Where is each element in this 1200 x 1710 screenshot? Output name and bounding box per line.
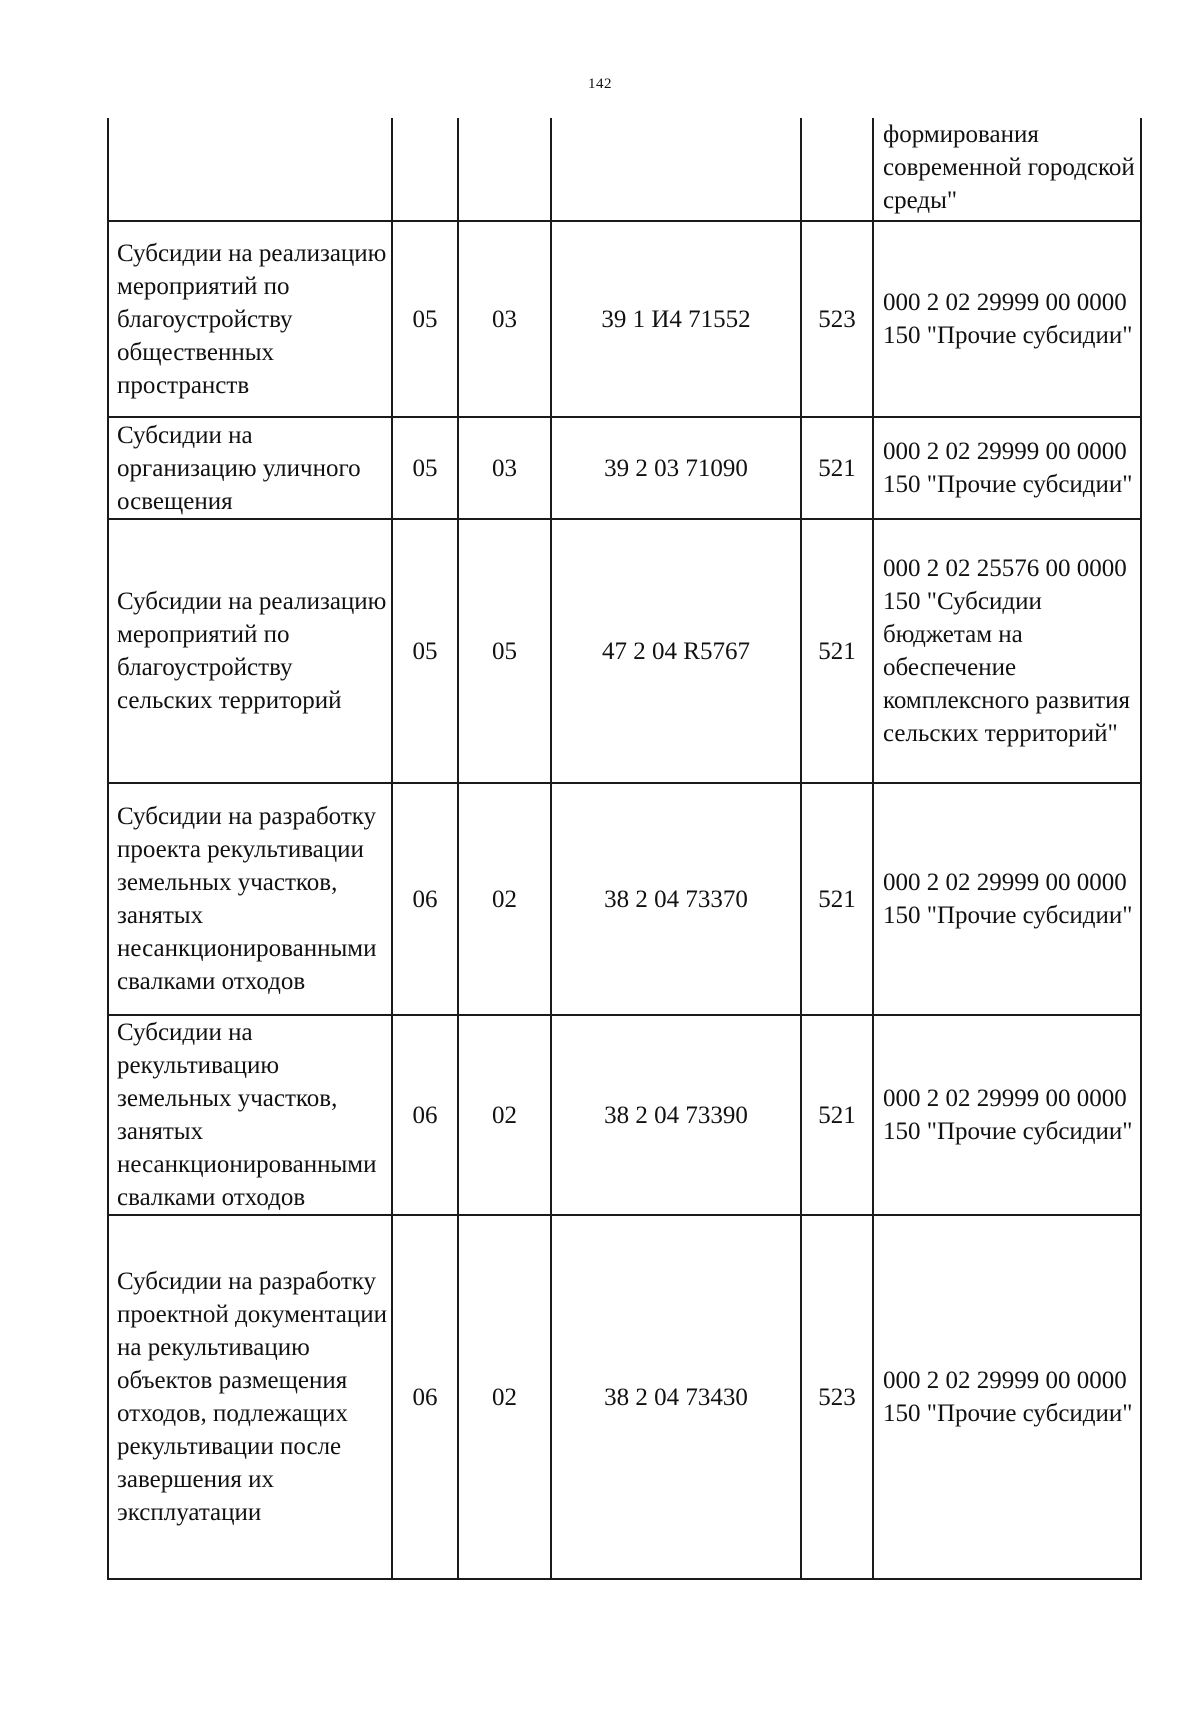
table-row: [108, 783, 1141, 1015]
subsection-code-cell: 02: [458, 783, 551, 1015]
section-code-cell: [392, 118, 458, 221]
subsidy-name-cell: Субсидии на рекультивацию земельных участков, занятых несанкционированными свалками отходов: [108, 1015, 392, 1215]
subsidy-name-cell: Субсидии на реализацию мероприятий по благоустройству общественных пространств: [108, 221, 392, 417]
subsidy-name-cell: Субсидии на организацию уличного освещения: [108, 417, 392, 519]
expense-type-cell: 521: [801, 783, 873, 1015]
expense-type-cell: 523: [801, 221, 873, 417]
target-article-cell: 38 2 04 73390: [551, 1015, 801, 1215]
section-code-cell: 05: [392, 221, 458, 417]
table-row: [108, 1015, 1141, 1215]
expense-type-cell: 521: [801, 1015, 873, 1215]
subsidy-name-cell: Субсидии на разработку проектной документации на рекультивацию объектов размещения отходов, подлежащих рекультивации после завершения их эксплуатации: [108, 1215, 392, 1579]
section-code-cell: 06: [392, 1015, 458, 1215]
revenue-code-cell: 000 2 02 29999 00 0000 150 "Прочие субсидии": [873, 417, 1141, 519]
section-code-cell: 05: [392, 417, 458, 519]
expense-type-cell: 521: [801, 417, 873, 519]
target-article-cell: 39 1 И4 71552: [551, 221, 801, 417]
section-code-cell: 05: [392, 519, 458, 783]
page-number: 142: [588, 76, 612, 92]
target-article-cell: 38 2 04 73370: [551, 783, 801, 1015]
table-row: [108, 1215, 1141, 1579]
table-row: [108, 221, 1141, 417]
target-article-cell: 39 2 03 71090: [551, 417, 801, 519]
revenue-code-cell: 000 2 02 29999 00 0000 150 "Прочие субсидии": [873, 783, 1141, 1015]
section-code-cell: 06: [392, 1215, 458, 1579]
subsection-code-cell: 02: [458, 1015, 551, 1215]
table-row: [108, 118, 1141, 221]
subsection-code-cell: 03: [458, 221, 551, 417]
section-code-cell: 06: [392, 783, 458, 1015]
table-row: [108, 417, 1141, 519]
subsection-code-cell: [458, 118, 551, 221]
expense-type-cell: 521: [801, 519, 873, 783]
revenue-code-cell: формирования современной городской среды": [873, 118, 1141, 221]
subsidy-name-cell: Субсидии на разработку проекта рекультивации земельных участков, занятых несанкционированными свалками отходов: [108, 783, 392, 1015]
revenue-code-cell: 000 2 02 29999 00 0000 150 "Прочие субсидии": [873, 221, 1141, 417]
target-article-cell: 47 2 04 R5767: [551, 519, 801, 783]
target-article-cell: [551, 118, 801, 221]
revenue-code-cell: 000 2 02 29999 00 0000 150 "Прочие субсидии": [873, 1015, 1141, 1215]
subsidy-name-cell: [108, 118, 392, 221]
revenue-code-cell: 000 2 02 29999 00 0000 150 "Прочие субсидии": [873, 1215, 1141, 1579]
subsidy-name-cell: Субсидии на реализацию мероприятий по благоустройству сельских территорий: [108, 519, 392, 783]
subsection-code-cell: 02: [458, 1215, 551, 1579]
expense-type-cell: 523: [801, 1215, 873, 1579]
table-row: [108, 519, 1141, 783]
subsidies-table: [107, 118, 1142, 1580]
subsection-code-cell: 03: [458, 417, 551, 519]
expense-type-cell: [801, 118, 873, 221]
subsection-code-cell: 05: [458, 519, 551, 783]
revenue-code-cell: 000 2 02 25576 00 0000 150 "Субсидии бюджетам на обеспечение комплексного развития сельских территорий": [873, 519, 1141, 783]
target-article-cell: 38 2 04 73430: [551, 1215, 801, 1579]
